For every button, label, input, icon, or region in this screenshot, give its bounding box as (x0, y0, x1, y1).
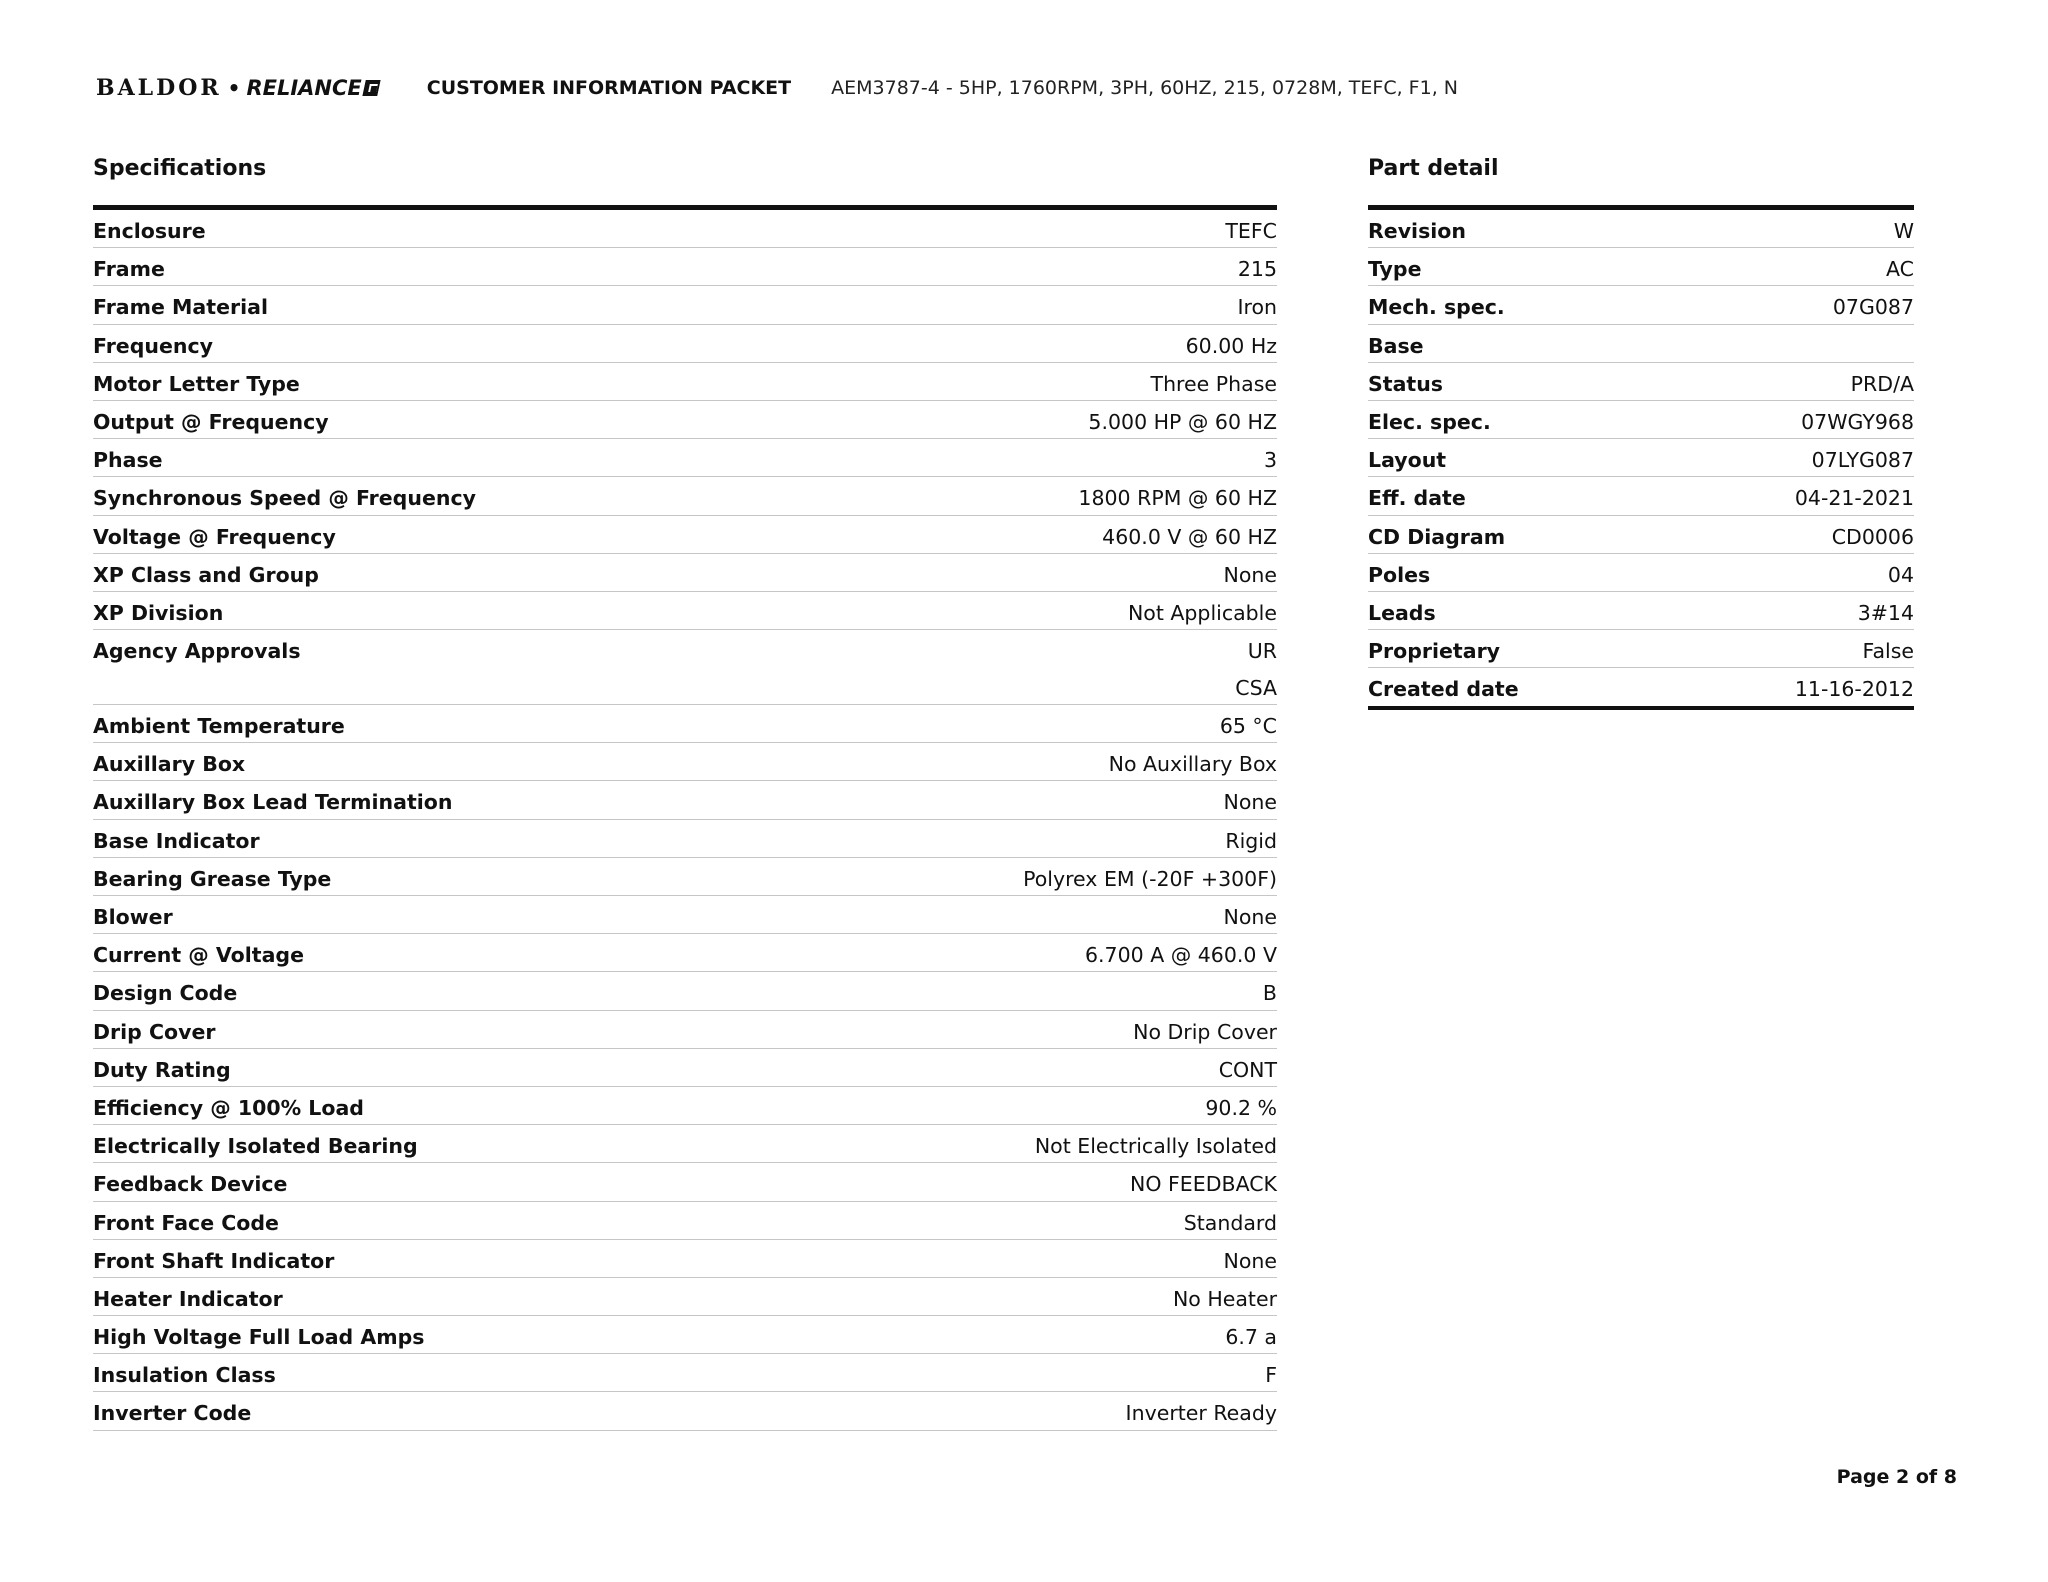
part-detail-value (1851, 372, 1914, 396)
spec-value-line: Not Electrically Isolated (1034, 1134, 1277, 1159)
spec-row (93, 743, 1277, 781)
spec-row (93, 1125, 1277, 1163)
spec-value (1265, 1363, 1277, 1387)
spec-label: Duty Rating (93, 1057, 231, 1082)
spec-label: Auxillary Box Lead Termination (93, 790, 453, 815)
part-detail-label: Proprietary (1368, 639, 1501, 664)
spec-row (93, 477, 1277, 515)
spec-value-line: None (1223, 790, 1277, 815)
spec-value-line: 65 °C (1219, 714, 1277, 739)
spec-value (1263, 981, 1277, 1005)
part-detail-row (1368, 248, 1914, 286)
spec-label: Ambient Temperature (93, 714, 345, 739)
spec-label: Heater Indicator (93, 1286, 283, 1311)
spec-value (1264, 448, 1277, 472)
spec-label: Blower (93, 905, 173, 929)
spec-value (1088, 410, 1277, 434)
spec-label: Efficiency @ 100% Load (93, 1095, 364, 1120)
part-detail-value-line: 04-21-2021 (1794, 486, 1914, 511)
spec-label: Drip Cover (93, 1019, 216, 1044)
spec-value-line: Inverter Ready (1125, 1401, 1277, 1426)
part-detail-label: Leads (1368, 600, 1436, 625)
spec-value-line: No Heater (1172, 1286, 1277, 1311)
spec-value-line: 5.000 HP @ 60 HZ (1088, 409, 1277, 434)
spec-row (93, 592, 1277, 630)
spec-value-line: Iron (1237, 295, 1277, 320)
spec-row (93, 248, 1277, 286)
part-detail-label: Mech. spec. (1368, 295, 1505, 320)
spec-row (93, 896, 1277, 934)
spec-value-line: None (1223, 1248, 1277, 1273)
part-detail-row (1368, 363, 1914, 401)
spec-value (1126, 1401, 1277, 1425)
spec-value-line: 90.2 % (1205, 1095, 1277, 1120)
part-detail-row (1368, 554, 1914, 592)
spec-row (93, 1278, 1277, 1316)
part-detail-value-line: False (1862, 639, 1914, 664)
part-detail-label: Layout (1368, 448, 1447, 473)
spec-value-line: B (1262, 981, 1277, 1006)
spec-value-line: None (1223, 562, 1277, 587)
document-header (96, 68, 1458, 108)
spec-value (1220, 714, 1277, 738)
specifications-table (93, 205, 1277, 1431)
spec-value (1224, 1249, 1277, 1273)
spec-label: Inverter Code (93, 1401, 252, 1426)
part-detail-value-line: 07LYG087 (1811, 448, 1914, 473)
spec-value-line: 6.7 a (1225, 1325, 1277, 1350)
part-detail-value (1888, 563, 1914, 587)
part-detail-value (1795, 486, 1914, 510)
part-detail-row (1368, 477, 1914, 515)
part-detail-row (1368, 592, 1914, 630)
logo-reliance-text: RELIANCE (246, 76, 362, 100)
spec-value (1085, 943, 1277, 967)
part-detail-label: Status (1368, 371, 1443, 396)
reliance-mark-icon (362, 80, 380, 96)
spec-value-line: Rigid (1225, 828, 1277, 853)
spec-row (93, 401, 1277, 439)
spec-value-line: None (1223, 905, 1277, 929)
spec-row (93, 1202, 1277, 1240)
spec-row (93, 1392, 1277, 1430)
part-detail-value (1833, 295, 1914, 319)
spec-value (1109, 752, 1277, 776)
spec-label: Design Code (93, 981, 238, 1006)
spec-row (93, 554, 1277, 592)
spec-row (93, 1049, 1277, 1087)
part-detail-row (1368, 325, 1914, 363)
spec-value (1237, 295, 1277, 319)
part-detail-label: Poles (1368, 562, 1431, 587)
spec-value-line: No Drip Cover (1133, 1019, 1277, 1044)
logo-separator: • (227, 76, 241, 100)
part-detail-row (1368, 516, 1914, 554)
spec-label: Output @ Frequency (93, 409, 329, 434)
spec-label: Auxillary Box (93, 752, 246, 777)
spec-value-line: 3 (1263, 448, 1277, 473)
spec-row (93, 934, 1277, 972)
spec-value (1133, 1020, 1277, 1044)
part-detail-value-line: CD0006 (1831, 524, 1914, 549)
spec-value (1205, 1096, 1277, 1120)
spec-row (93, 325, 1277, 363)
spec-label: XP Division (93, 600, 224, 625)
spec-value (1235, 639, 1277, 700)
spec-value-line: CSA (1235, 676, 1277, 701)
spec-row (93, 705, 1277, 743)
spec-value-line: Polyrex EM (-20F +300F) (1023, 866, 1277, 891)
part-detail-value-line: 3#14 (1857, 600, 1914, 625)
spec-row (93, 858, 1277, 896)
spec-label: Current @ Voltage (93, 943, 304, 968)
spec-row (93, 363, 1277, 401)
spec-value (1128, 601, 1277, 625)
part-detail-label: Elec. spec. (1368, 409, 1491, 434)
spec-label: Voltage @ Frequency (93, 524, 336, 549)
part-detail-value-line: PRD/A (1850, 371, 1914, 396)
spec-row (93, 781, 1277, 819)
spec-value (1238, 257, 1277, 281)
spec-row (93, 439, 1277, 477)
part-detail-label: Eff. date (1368, 486, 1466, 511)
part-detail-value (1801, 410, 1914, 434)
spec-label: Enclosure (93, 219, 206, 243)
spec-label: XP Class and Group (93, 562, 319, 587)
part-detail-value-line: 04 (1887, 562, 1914, 587)
baldor-reliance-logo (96, 75, 379, 101)
spec-value (1186, 334, 1277, 358)
spec-value (1173, 1287, 1277, 1311)
part-detail-value (1795, 677, 1914, 701)
spec-value-line: Not Applicable (1127, 600, 1277, 625)
spec-label: Feedback Device (93, 1172, 288, 1197)
spec-value (1151, 372, 1277, 396)
spec-value-line: 60.00 Hz (1185, 333, 1277, 358)
part-detail-title: Part detail (1368, 156, 1499, 181)
logo-baldor-text: BALDOR (96, 75, 222, 101)
spec-label: Frame (93, 257, 165, 282)
spec-value (1225, 219, 1277, 243)
spec-value-line: F (1265, 1363, 1277, 1388)
spec-value (1224, 563, 1277, 587)
part-detail-value (1812, 448, 1914, 472)
spec-value (1225, 1325, 1277, 1349)
part-detail-value-line: 07G087 (1832, 295, 1914, 320)
part-detail-label: Created date (1368, 677, 1519, 702)
spec-value-line: Standard (1183, 1210, 1277, 1235)
part-detail-value-line: W (1893, 219, 1914, 243)
part-detail-row (1368, 630, 1914, 668)
spec-value-line: TEFC (1225, 219, 1277, 243)
part-detail-row (1368, 668, 1914, 706)
spec-row (93, 972, 1277, 1010)
spec-value-line: UR (1247, 639, 1277, 664)
spec-row (93, 1087, 1277, 1125)
spec-label: Synchronous Speed @ Frequency (93, 486, 476, 511)
spec-label: Insulation Class (93, 1363, 276, 1388)
packet-title: CUSTOMER INFORMATION PACKET (426, 77, 792, 99)
spec-row (93, 1163, 1277, 1201)
spec-value (1023, 867, 1277, 891)
product-description: AEM3787-4 - 5HP, 1760RPM, 3PH, 60HZ, 215, 0728M, TEFC, F1, N (831, 77, 1458, 99)
spec-row (93, 286, 1277, 324)
spec-row (93, 516, 1277, 554)
spec-value-line: Three Phase (1150, 371, 1277, 396)
spec-row (93, 820, 1277, 858)
spec-row (93, 630, 1277, 705)
part-detail-value (1832, 525, 1914, 549)
spec-label: Frequency (93, 333, 213, 358)
spec-value-line: 6.700 A @ 460.0 V (1085, 943, 1277, 968)
spec-label: Bearing Grease Type (93, 866, 332, 891)
spec-label: Frame Material (93, 295, 268, 320)
spec-value-line: NO FEEDBACK (1130, 1172, 1277, 1197)
spec-label: High Voltage Full Load Amps (93, 1325, 425, 1350)
specifications-title: Specifications (93, 156, 267, 181)
spec-row (93, 1011, 1277, 1049)
part-detail-label: Revision (1368, 219, 1466, 243)
page-number: Page 2 of 8 (1836, 1466, 1957, 1488)
spec-value-line: CONT (1218, 1057, 1277, 1082)
spec-value-line: 460.0 V @ 60 HZ (1102, 524, 1277, 549)
part-detail-value (1886, 257, 1914, 281)
part-detail-value (1894, 219, 1914, 243)
spec-value (1224, 905, 1277, 929)
spec-value (1219, 1058, 1277, 1082)
spec-row (93, 1240, 1277, 1278)
part-detail-value (1858, 601, 1914, 625)
spec-label: Front Face Code (93, 1210, 279, 1235)
spec-value (1225, 829, 1277, 853)
part-detail-value-line: 11-16-2012 (1794, 677, 1914, 702)
spec-value (1184, 1211, 1277, 1235)
spec-label: Agency Approvals (93, 639, 301, 664)
spec-row (93, 1354, 1277, 1392)
spec-value (1224, 790, 1277, 814)
part-detail-label: Base (1368, 333, 1424, 358)
spec-label: Motor Letter Type (93, 371, 300, 396)
spec-row (93, 1316, 1277, 1354)
part-detail-row (1368, 439, 1914, 477)
part-detail-value-line: 07WGY968 (1801, 409, 1914, 434)
part-detail-row (1368, 286, 1914, 324)
part-detail-row (1368, 210, 1914, 248)
spec-value (1130, 1172, 1277, 1196)
spec-value (1078, 486, 1277, 510)
spec-value-line: 1800 RPM @ 60 HZ (1078, 486, 1277, 511)
spec-label: Electrically Isolated Bearing (93, 1134, 418, 1159)
spec-value-line: No Auxillary Box (1108, 752, 1277, 777)
spec-value-line: 215 (1237, 257, 1277, 282)
part-detail-label: Type (1368, 257, 1422, 282)
part-detail-row (1368, 401, 1914, 439)
part-detail-table (1368, 205, 1914, 710)
spec-row (93, 210, 1277, 248)
spec-value (1035, 1134, 1277, 1158)
spec-label: Front Shaft Indicator (93, 1248, 335, 1273)
part-detail-label: CD Diagram (1368, 524, 1506, 549)
part-detail-value (1863, 639, 1914, 663)
spec-value (1102, 525, 1277, 549)
spec-label: Base Indicator (93, 828, 260, 853)
spec-label: Phase (93, 448, 163, 473)
part-detail-value-line: AC (1886, 257, 1914, 282)
